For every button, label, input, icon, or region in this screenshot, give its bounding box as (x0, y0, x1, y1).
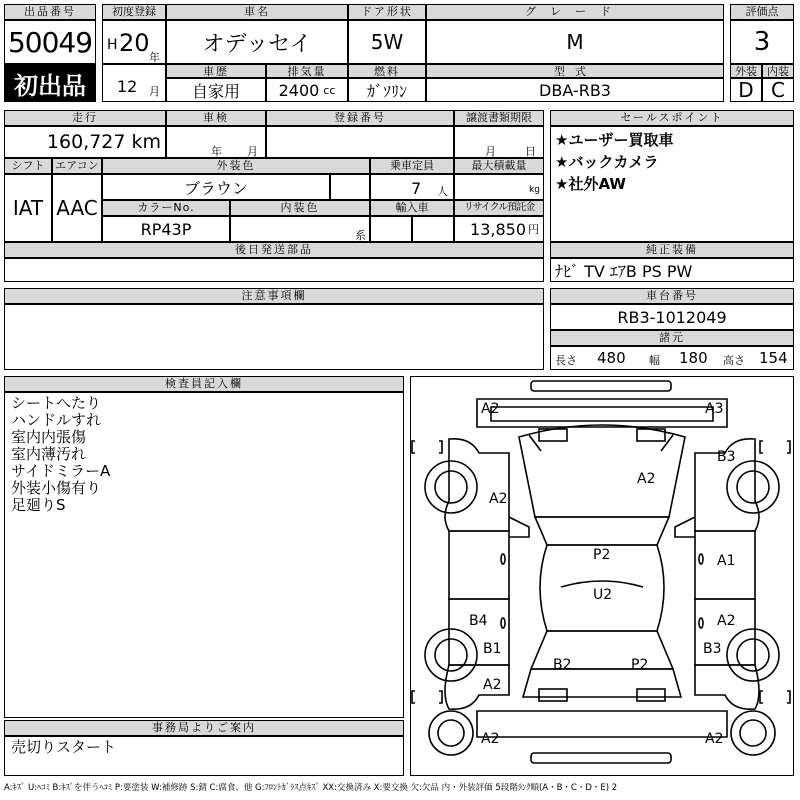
dims-label: 諸元 (550, 330, 794, 346)
recycle-value: 13,850 円 (454, 216, 544, 242)
mark-right-rear-door: A2 (717, 613, 736, 629)
sales-points-list (550, 126, 794, 242)
right-mirror-outline (675, 517, 695, 537)
exterior-grade-label: 外装 (730, 64, 762, 78)
notes-label: 注意事項欄 (4, 288, 544, 304)
ac-value: AAC (52, 174, 102, 242)
bracket-front-right (760, 441, 790, 453)
reg-number-value (266, 126, 454, 158)
era: H (107, 37, 118, 53)
interior-color-value: 系 (230, 216, 370, 242)
import-value-1 (370, 216, 412, 242)
first-listing-badge: 初出品 (4, 64, 96, 102)
rear-lamp-left (539, 689, 567, 701)
first-registration-year (102, 20, 166, 64)
door-label: ドア形状 (348, 4, 426, 20)
inspector-line: ハンドルすれ (11, 411, 102, 429)
inspector-line: サイドミラーA (11, 462, 111, 480)
front-grille-outline (491, 407, 713, 421)
lot-number: 50049 (4, 20, 96, 64)
inspection-value: 年 月 (166, 126, 266, 158)
wheel-rear-left (425, 629, 477, 681)
wheel-rear-right (727, 629, 779, 681)
wheel-front-left (425, 461, 477, 513)
rear-bumper-outline (477, 711, 727, 737)
tailgate-outline (523, 669, 681, 697)
model-label: 型式 (426, 64, 724, 78)
color-no-label: カラーNo. (102, 200, 230, 216)
mark-left-rear-bottom: A2 (483, 677, 502, 693)
bracket-rear-right (760, 691, 790, 703)
equipment-label: 純正装備 (550, 242, 794, 258)
displacement-label: 排気量 (266, 64, 348, 78)
transfer-label: 譲渡書類期限 (454, 110, 544, 126)
office-label: 事務局よりご案内 (4, 720, 404, 736)
mark-left-rear-door: B4 (469, 613, 488, 629)
mark-bumper-left: A2 (481, 731, 500, 747)
spare-wheel-left (429, 711, 473, 755)
chassis-value: RB3-1012049 (550, 304, 794, 330)
score-value: 3 (730, 20, 794, 64)
mark-rear-left: B2 (553, 657, 572, 673)
mark-hood: A2 (637, 471, 656, 487)
spare-wheel-left-inner (438, 720, 464, 746)
wheel-front-left-inner (435, 471, 467, 503)
bracket-front-left (412, 441, 442, 453)
front-bumper-outline (531, 381, 671, 391)
mark-right-rear-fender: B3 (703, 641, 722, 657)
mileage: 160,727 km (4, 126, 166, 158)
mark-right-front-door: A1 (717, 553, 736, 569)
fuel-value: ｶﾞｿﾘﾝ (348, 78, 426, 102)
wheel-rear-left-inner (435, 639, 467, 671)
office-text: 売切りスタート (11, 738, 117, 756)
interior-grade-label: 内装 (762, 64, 794, 78)
history-value: 自家用 (166, 78, 266, 102)
inspector-line: 室内内張傷 (11, 428, 87, 446)
wheel-rear-right-inner (737, 639, 769, 671)
score-label: 評価点 (730, 4, 794, 20)
dims-row: 長さ 480 幅 180 高さ 154 (550, 346, 794, 370)
left-mirror-outline (509, 517, 529, 537)
inspector-label: 検査員記入欄 (4, 376, 404, 392)
rear-lamp-right (637, 689, 665, 701)
spare-wheel-right-inner (740, 720, 766, 746)
mark-front-left: A2 (481, 401, 500, 417)
capacity-label: 乗車定員 (370, 158, 454, 174)
notes-value (4, 304, 544, 370)
shift-value: IAT (4, 174, 52, 242)
windshield-outline (535, 517, 669, 545)
fuel-label: 燃料 (348, 64, 426, 78)
later-parts-value (4, 258, 544, 282)
mileage-label: 走行 (4, 110, 166, 126)
mark-front-right: A3 (705, 401, 724, 417)
interior-color-label: 内装色 (230, 200, 370, 216)
front-nose-outline (477, 399, 727, 427)
lot-number-label: 出品番号 (4, 4, 96, 20)
hood-lines (529, 435, 673, 451)
wheel-front-right (727, 461, 779, 513)
sales-points-label: セールスポイント (550, 110, 794, 126)
mark-roof-front: P2 (593, 547, 611, 563)
office-notes (4, 736, 404, 776)
exterior-color-extra (330, 174, 370, 200)
door-handle-rr (699, 618, 703, 628)
later-parts-label: 後日発送部品 (4, 242, 544, 258)
chassis-label: 車台番号 (550, 288, 794, 304)
load-value: kg (454, 174, 544, 200)
inspector-line: シートへたり (11, 394, 102, 412)
exterior-grade: D (730, 78, 762, 102)
interior-grade: C (762, 78, 794, 102)
exterior-color-value: ブラウン (102, 174, 330, 200)
ac-label: エアコン (52, 158, 102, 174)
mark-roof-rear: U2 (593, 587, 613, 603)
first-registration-month: 12 月 (102, 64, 166, 102)
import-label: 輸入車 (370, 200, 454, 216)
grade-label: グレード (426, 4, 724, 20)
sales-point-item: ★社外AW (555, 175, 626, 193)
mark-rear-right: P2 (631, 657, 649, 673)
inspector-line: 室内薄汚れ (11, 445, 87, 463)
year-unit: 年 (149, 51, 160, 64)
shift-label: シフト (4, 158, 52, 174)
capacity-value: 7 人 (370, 174, 454, 200)
exterior-color-label: 外装色 (102, 158, 370, 174)
inspection-label: 車検 (166, 110, 266, 126)
mark-left-rear-fender: B1 (483, 641, 502, 657)
history-label: 車歴 (166, 64, 266, 78)
wheel-front-right-inner (737, 471, 769, 503)
year-value: 20 (119, 29, 150, 57)
first-registration-label: 初度登録 (102, 4, 166, 20)
car-name-label: 車名 (166, 4, 348, 20)
transfer-value: 月 日 (454, 126, 544, 158)
car-outline-svg (411, 377, 793, 775)
model-value: DBA-RB3 (426, 78, 724, 102)
mark-right-front-fender: B3 (717, 449, 736, 465)
displacement-value: 2400 cc (266, 78, 348, 102)
door-handle-rf (699, 554, 703, 564)
damage-diagram (410, 376, 794, 776)
sales-point-item: ★バックカメラ (555, 153, 659, 171)
left-front-door-outline (449, 531, 509, 599)
rear-plate-outline (531, 753, 671, 763)
door-value: 5W (348, 20, 426, 64)
inspector-notes (4, 392, 404, 718)
sales-point-item: ★ユーザー買取車 (555, 131, 674, 149)
equipment-value: ﾅﾋﾞ TV ｴｱB PS PW (550, 258, 794, 282)
door-handle-lf (501, 554, 505, 564)
inspector-line: 足廻りS (11, 496, 66, 514)
bracket-rear-left (412, 691, 442, 703)
load-label: 最大積載量 (454, 158, 544, 174)
reg-number-label: 登録番号 (266, 110, 454, 126)
car-name: オデッセイ (166, 20, 348, 64)
right-rear-fender-outline (695, 665, 759, 709)
mark-left-front: A2 (489, 491, 508, 507)
import-value-2 (412, 216, 454, 242)
grade-value: M (426, 20, 724, 64)
legend: A:ｷｽﾞ U:ﾍｺﾐ B:ｷｽﾞを伴うﾍｺﾐ P:要塗装 W:補修跡 S:錆 C:腐食、他 G:ﾌﾛﾝﾄｶﾞﾗｽ点ｷｽﾞ XX:交換済み X:要交換 欠:欠品 内・外装評価 5段階ﾗﾝｸ順(A・B・C・D・E) 2 (4, 783, 618, 793)
mark-bumper-right: A2 (705, 731, 724, 747)
spare-wheel-right (731, 711, 775, 755)
color-no-value: RP43P (102, 216, 230, 242)
hood-outline (519, 425, 685, 517)
door-handle-lr (501, 618, 505, 628)
recycle-label: リサイクル預託金 (454, 200, 544, 216)
inspector-line: 外装小傷有り (11, 479, 102, 497)
